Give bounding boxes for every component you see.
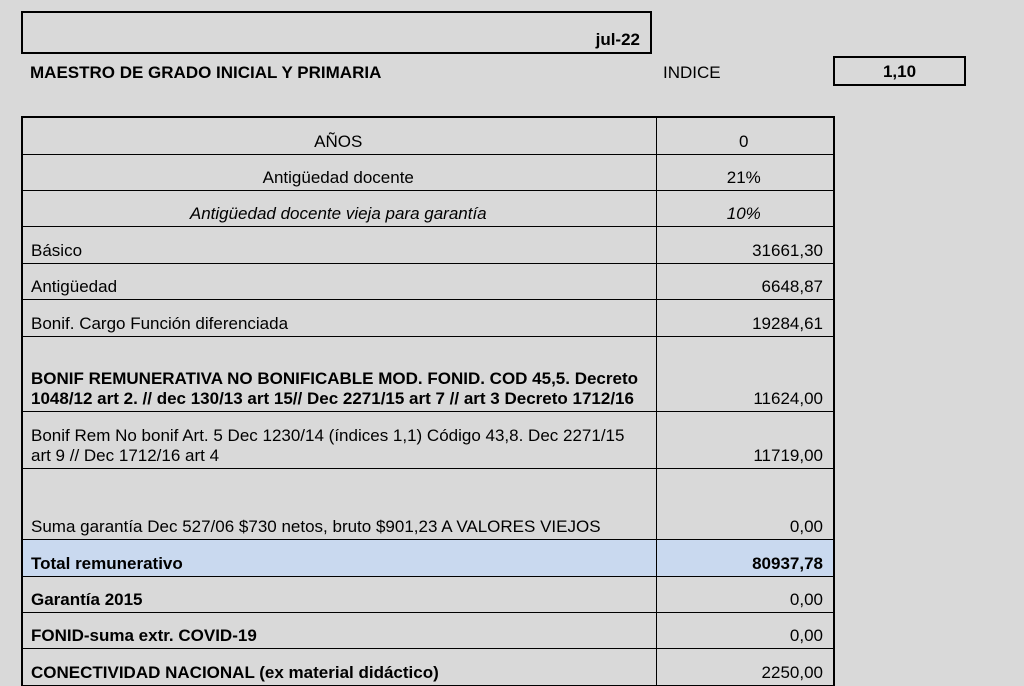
row-value[interactable]: 11624,00 [656, 336, 834, 411]
table-row [22, 154, 834, 190]
row-value[interactable]: 0,00 [656, 468, 834, 539]
row-value[interactable]: 10% [656, 190, 834, 226]
table-row [22, 190, 834, 226]
row-value[interactable]: 21% [656, 154, 834, 190]
row-value[interactable]: 80937,78 [656, 539, 834, 576]
date-value: jul-22 [595, 30, 640, 49]
row-label[interactable]: Antigüedad docente [22, 154, 656, 190]
row-value[interactable]: 19284,61 [656, 299, 834, 336]
table-row [22, 299, 834, 336]
row-label[interactable]: Bonif. Cargo Función diferenciada [22, 299, 656, 336]
salary-table [21, 116, 835, 686]
row-label[interactable]: Básico [22, 226, 656, 263]
row-value[interactable]: 2250,00 [656, 648, 834, 685]
row-label[interactable]: BONIF REMUNERATIVA NO BONIFICABLE MOD. FONID. COD 45,5. Decreto 1048/12 art 2. // dec 130/13 art 15// Dec 2271/15 art 7 // art 3 Decreto 1712/16 [22, 336, 656, 411]
row-value[interactable]: 0,00 [656, 576, 834, 612]
table-row [22, 648, 834, 685]
row-value[interactable]: 6648,87 [656, 263, 834, 299]
table-row [22, 263, 834, 299]
page-title: MAESTRO DE GRADO INICIAL Y PRIMARIA [30, 63, 382, 82]
row-value[interactable]: 0 [656, 117, 834, 154]
row-label[interactable]: Bonif Rem No bonif Art. 5 Dec 1230/14 (índices 1,1) Código 43,8. Dec 2271/15 art 9 // Dec 1712/16 art 4 [22, 411, 656, 468]
table-row [22, 336, 834, 411]
row-label[interactable]: Garantía 2015 [22, 576, 656, 612]
table-row [22, 117, 834, 154]
table-row-total [22, 539, 834, 576]
date-cell[interactable] [21, 11, 652, 54]
row-label[interactable]: Antigüedad [22, 263, 656, 299]
table-row [22, 226, 834, 263]
row-label[interactable]: Total remunerativo [22, 539, 656, 576]
row-label[interactable]: Antigüedad docente vieja para garantía [22, 190, 656, 226]
table-row [22, 612, 834, 648]
table-row [22, 411, 834, 468]
indice-label: INDICE [663, 63, 721, 82]
row-value[interactable]: 31661,30 [656, 226, 834, 263]
row-label[interactable]: Suma garantía Dec 527/06 $730 netos, bruto $901,23 A VALORES VIEJOS [22, 468, 656, 539]
table-row [22, 468, 834, 539]
table-row [22, 576, 834, 612]
row-label[interactable]: CONECTIVIDAD NACIONAL (ex material didáctico) [22, 648, 656, 685]
row-label[interactable]: AÑOS [22, 117, 656, 154]
row-value[interactable]: 11719,00 [656, 411, 834, 468]
row-value[interactable]: 0,00 [656, 612, 834, 648]
indice-value-cell[interactable]: 1,10 [833, 56, 966, 86]
row-label[interactable]: FONID-suma extr. COVID-19 [22, 612, 656, 648]
